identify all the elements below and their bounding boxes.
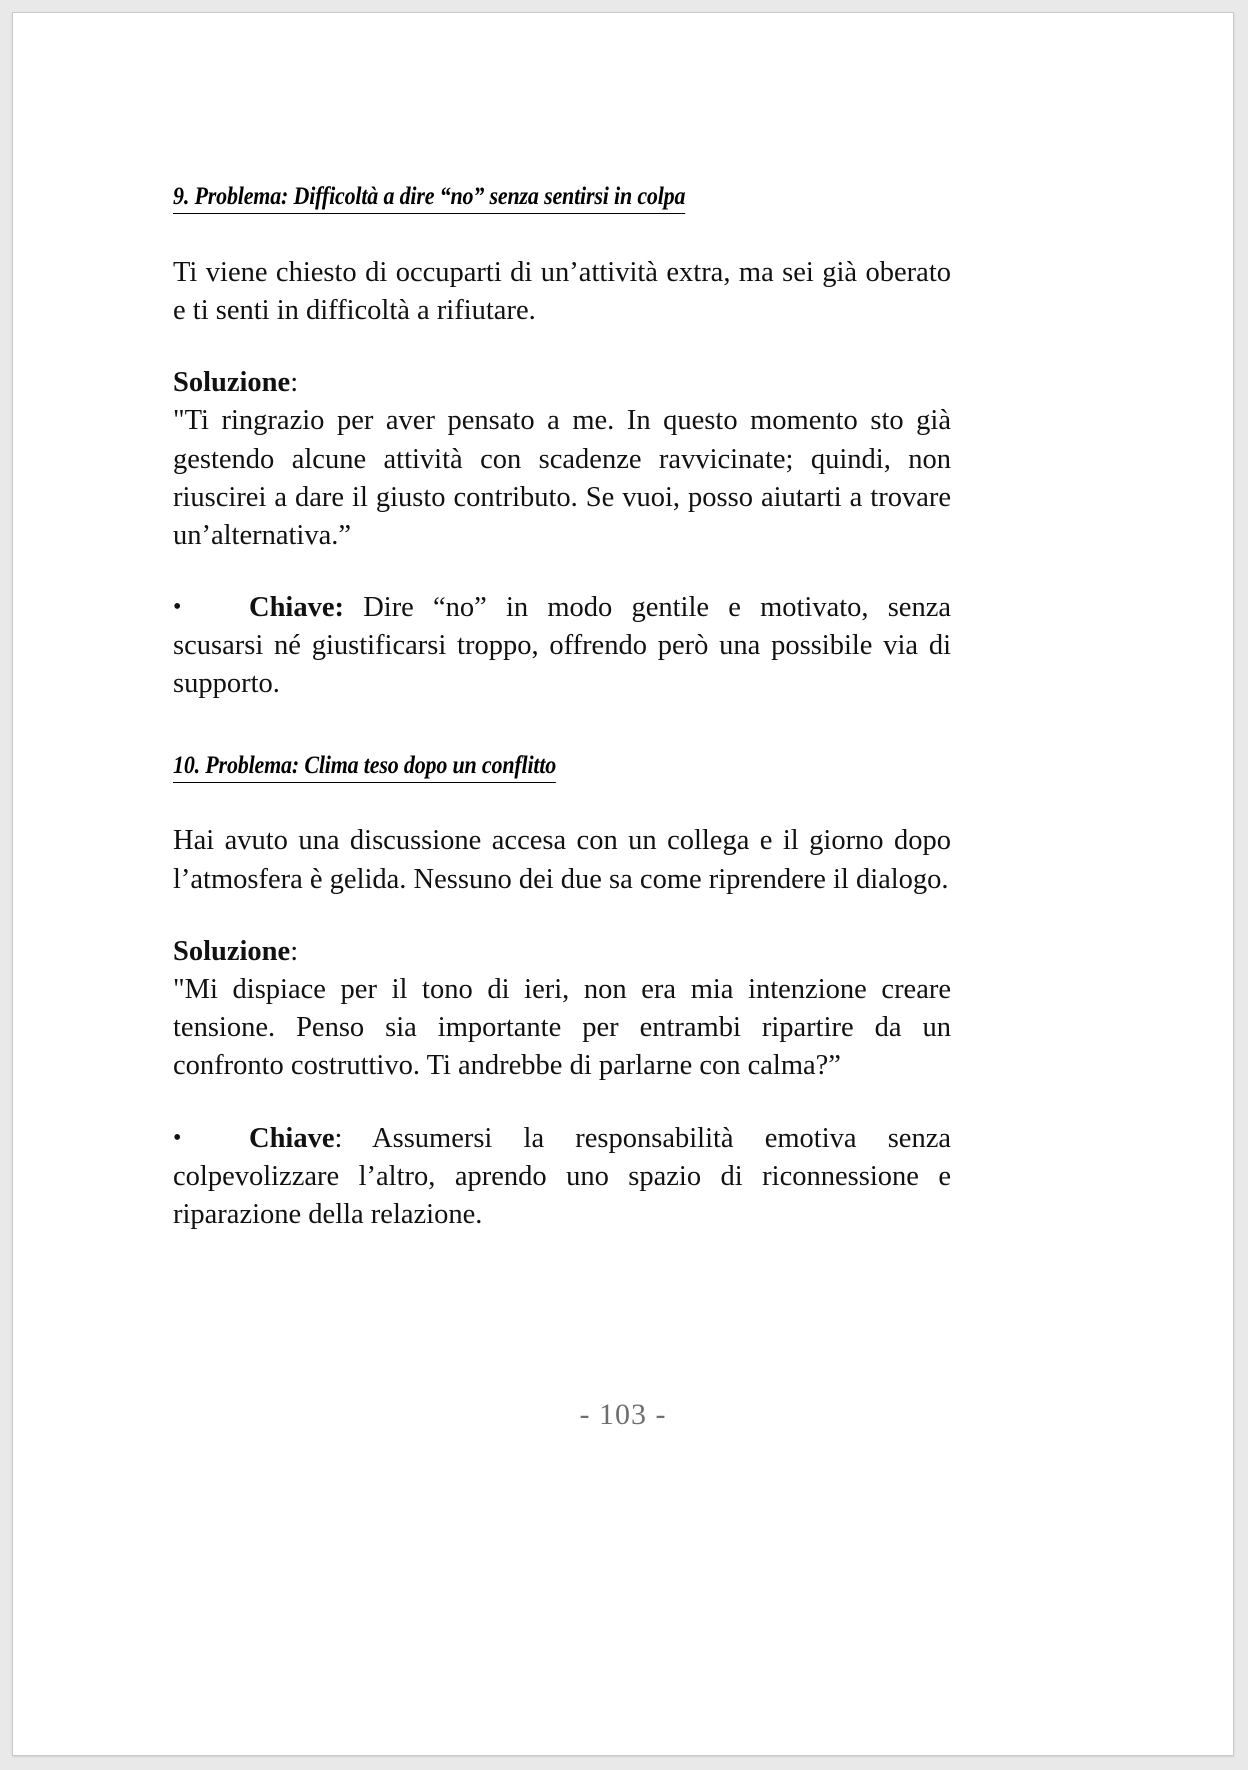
section-10-solution-text: "Mi dispiace per il tono di ieri, non era mia intenzione creare tensione. Penso sia importante per entrambi ripartire da un confronto costruttivo. Ti andrebbe di parlarne con calma?”: [173, 973, 951, 1082]
section-10-heading-text: 10. Problema: Clima teso dopo un conflitto: [173, 752, 556, 783]
bullet-icon: •: [173, 594, 182, 621]
solution-label: Soluzione: [173, 935, 291, 967]
spacer: [173, 555, 951, 589]
section-10-intro-paragraph: Hai avuto una discussione accesa con un collega e il giorno dopo l’atmosfera è gelida. Nessuno dei due sa come riprendere il dialogo.: [173, 825, 951, 895]
section-9-heading: [173, 183, 858, 212]
key-bullet-label-colon: :: [334, 1122, 343, 1154]
section-9-heading-text: 9. Problema: Difficoltà a dire “no” senza sentirsi in colpa: [173, 183, 685, 214]
section-9-solution-text: "Ti ringrazio per aver pensato a me. In questo momento sto già gestendo alcune attività con scadenze ravvicinate; quindi, non riuscirei a dare il giusto contributo. Se vuoi, posso aiutarti a trovare un’alternativa.”: [173, 405, 951, 551]
key-bullet-text: Assumersi la responsabilità emotiva senza colpevolizzare l’altro, aprendo uno spazio di riconnessione e riparazione della relazione.: [173, 1122, 951, 1230]
section-10-heading: [173, 752, 858, 781]
section-10-solution-label-line: [173, 933, 951, 971]
key-bullet-text: Dire “no” in modo gentile e motivato, senza scusarsi né giustificarsi troppo, offrendo però una possibile via di supporto.: [173, 592, 951, 700]
section-9-intro-paragraph: Ti viene chiesto di occuparti di un’attività extra, ma sei già oberato e ti senti in difficoltà a rifiutare.: [173, 256, 951, 326]
section-9-solution-label-line: [173, 364, 951, 402]
page-content-column: [173, 183, 951, 1234]
page-number: - 103 -: [579, 1398, 667, 1431]
spacer: [173, 704, 951, 752]
section-problema-10: [173, 752, 951, 1234]
spacer: [173, 780, 951, 822]
spacer: [173, 899, 951, 933]
section-problema-9: [173, 183, 951, 704]
spacer: [173, 330, 951, 364]
section-9-key-bullet: [173, 589, 951, 704]
key-bullet-label: Chiave: [249, 1122, 335, 1154]
document-page: [12, 12, 1234, 1756]
spacer: [173, 212, 951, 254]
bullet-icon: •: [173, 1124, 182, 1151]
solution-label-colon: :: [290, 935, 299, 967]
solution-label-colon: :: [290, 367, 299, 399]
key-bullet-label: Chiave:: [249, 592, 344, 624]
spacer: [173, 1086, 951, 1120]
section-10-key-bullet: [173, 1120, 951, 1235]
solution-label: Soluzione: [173, 367, 291, 399]
